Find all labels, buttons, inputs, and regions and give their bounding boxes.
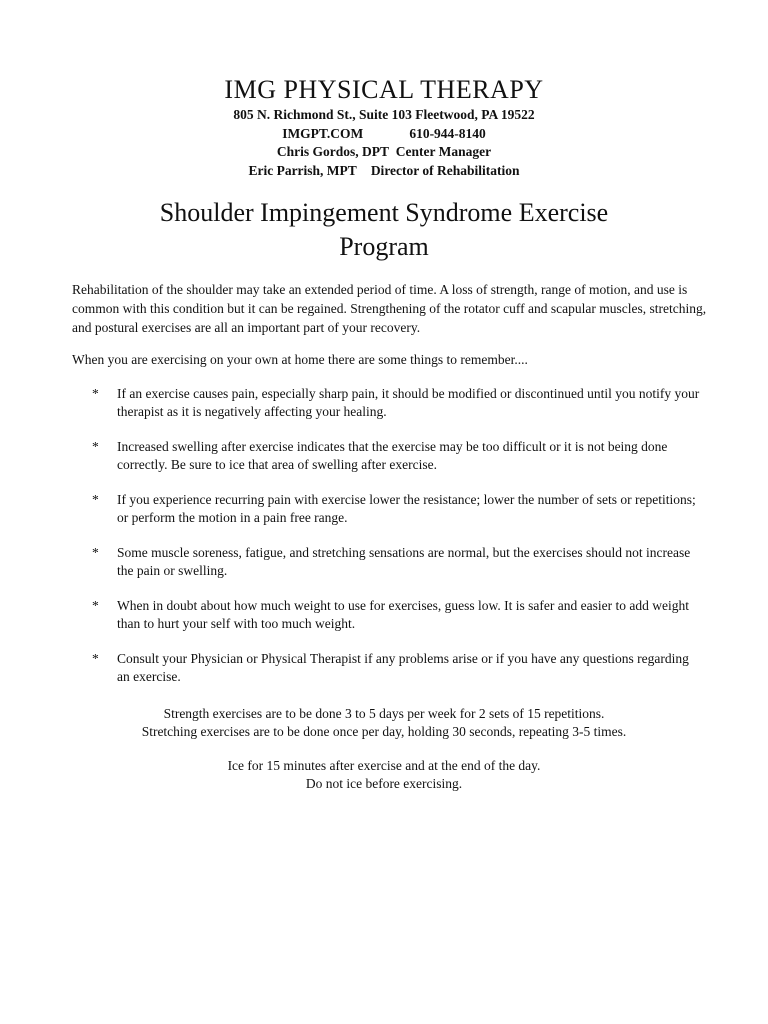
list-item-text: Increased swelling after exercise indicates that the exercise may be too difficult or it is not being done correctly. Be sure to ice that area of swelling after exercise.	[117, 439, 668, 472]
bullet-marker: *	[92, 492, 99, 507]
precautions-list	[0, 385, 768, 703]
list-item-text: If an exercise causes pain, especially sharp pain, it should be modified or discontinued until you notify your therapist as it is negatively affecting your healing.	[117, 386, 700, 419]
staff-1-role: Center Manager	[395, 144, 492, 159]
clinic-name: IMG PHYSICAL THERAPY	[224, 75, 544, 104]
strength-note: Strength exercises are to be done 3 to 5 days per week for 2 sets of 15 repetitions.	[163, 706, 605, 721]
staff-1-name: Chris Gordos, DPT	[276, 144, 390, 159]
lead-paragraph: When you are exercising on your own at home there are some things to remember....	[72, 352, 528, 367]
list-item	[0, 650, 768, 686]
document-title	[0, 196, 768, 264]
bullet-marker: *	[92, 598, 99, 613]
list-item-text: Consult your Physician or Physical Therapist if any problems arise or if you have any questions regarding an exercise.	[117, 651, 689, 684]
list-item-text: If you experience recurring pain with exercise lower the resistance; lower the number of sets or repetitions; or perform the motion in a pain free range.	[117, 492, 696, 525]
list-item-text: Some muscle soreness, fatigue, and stretching sensations are normal, but the exercises should not increase the pain or swelling.	[117, 545, 691, 578]
bullet-marker: *	[92, 545, 99, 560]
bullet-marker: *	[92, 439, 99, 454]
list-item	[0, 491, 768, 527]
list-item	[0, 597, 768, 633]
stretch-note: Stretching exercises are to be done once per day, holding 30 seconds, repeating 3-5 times.	[141, 723, 627, 739]
staff-2-role: Director of Rehabilitation	[370, 162, 520, 178]
clinic-phone: 610-944-8140	[409, 125, 486, 141]
clinic-website: IMGPT.COM	[282, 125, 364, 141]
document-title-line-2: Program	[339, 232, 429, 261]
list-item	[0, 438, 768, 474]
document-title-line-1: Shoulder Impingement Syndrome Exercise	[159, 198, 609, 227]
contact-line	[0, 125, 768, 144]
intro-paragraph: Rehabilitation of the shoulder may take an extended period of time. A loss of strength, range of motion, and use is common with this condition but it can be regained. Strengthening of the rotator cuff and scapular muscles, stretching, and postural exercises are all an important part of your recovery.	[72, 282, 707, 335]
ice-note: Ice for 15 minutes after exercise and at the end of the day.	[227, 758, 541, 773]
staff-2-name: Eric Parrish, MPT	[248, 162, 357, 178]
list-item	[0, 544, 768, 580]
staff-line-1	[0, 143, 768, 162]
staff-line-2	[0, 162, 768, 181]
bullet-marker: *	[92, 651, 99, 666]
letterhead	[0, 74, 768, 180]
list-item	[0, 385, 768, 421]
exercise-notes	[0, 705, 768, 792]
ice-warning: Do not ice before exercising.	[305, 775, 463, 791]
list-item-text: When in doubt about how much weight to use for exercises, guess low. It is safer and easier to add weight than to hurt your self with too much weight.	[117, 598, 689, 631]
clinic-address: 805 N. Richmond St., Suite 103 Fleetwood, PA 19522	[233, 107, 535, 122]
bullet-marker: *	[92, 386, 99, 401]
